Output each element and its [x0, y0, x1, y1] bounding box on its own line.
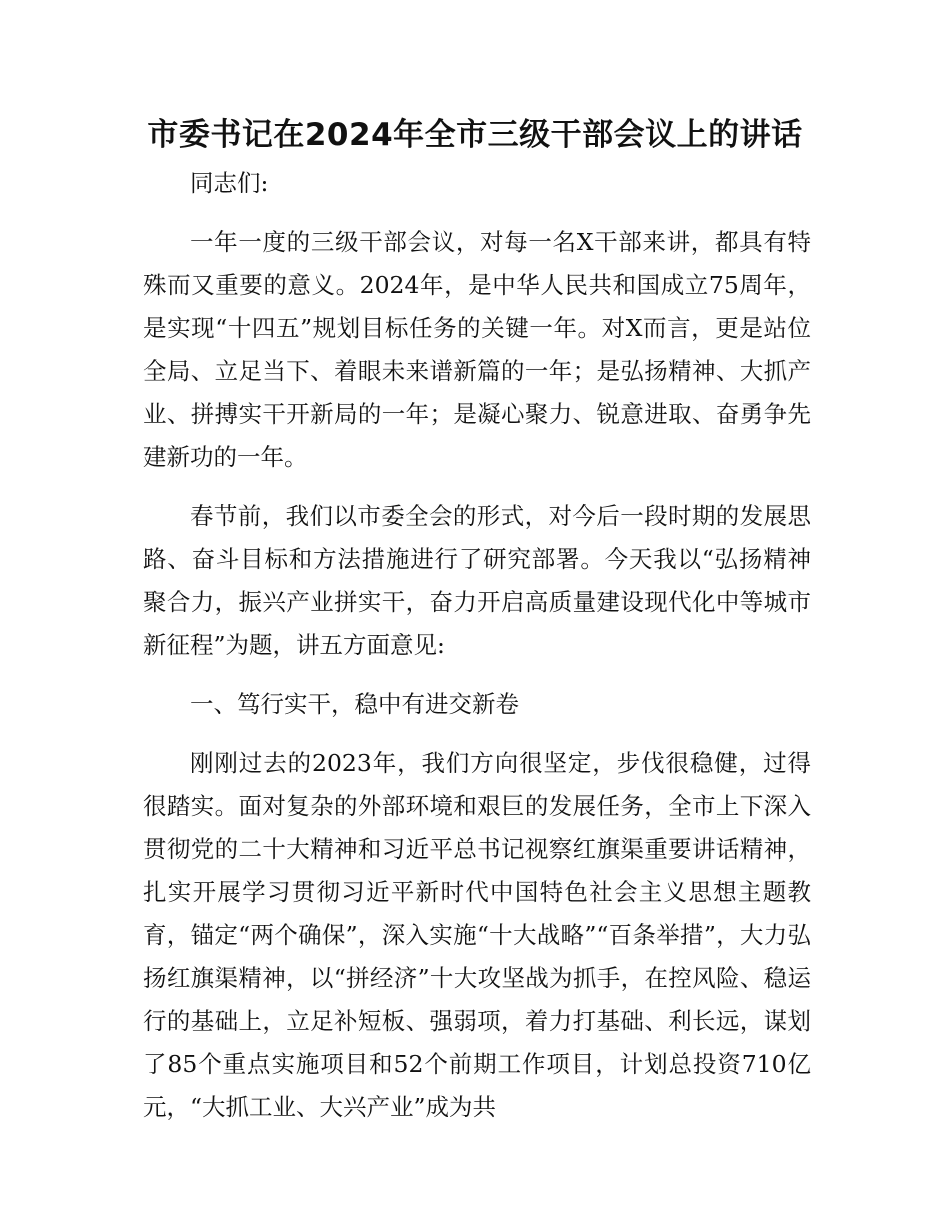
paragraph: 一年一度的三级干部会议，对每一名X干部来讲，都具有特殊而又重要的意义。2024年，是中华人民共和国成立75周年，是实现“十四五”规划目标任务的关键一年。对X而言，更是站位全局、立足当下、着眼未来谱新篇的一年；是弘扬精神、大抓产业、拼搏实干开新局的一年；是凝心聚力、锐意进取、奋勇争先建新功的一年。 — [143, 228, 811, 471]
document-body — [143, 162, 811, 1145]
paragraph: 春节前，我们以市委全会的形式，对今后一段时期的发展思路、奋斗目标和方法措施进行了研究部署。今天我以“弘扬精神聚合力，振兴产业拼实干，奋力开启高质量建设现代化中等城市新征程”为题，讲五方面意见: — [143, 502, 811, 659]
document-title: 市委书记在2024年全市三级干部会议上的讲话 — [147, 117, 803, 153]
section-heading: 一、笃行实干，稳中有进交新卷 — [190, 690, 519, 718]
greeting: 同志们: — [190, 169, 269, 197]
paragraph: 刚刚过去的2023年，我们方向很坚定，步伐很稳健，过得很踏实。面对复杂的外部环境和艰巨的发展任务，全市上下深入贯彻党的二十大精神和习近平总书记视察红旗渠重要讲话精神，扎实开展学习贯彻习近平新时代中国特色社会主义思想主题教育，锚定“两个确保”，深入实施“十大战略”“百条举措”，大力弘扬红旗渠精神，以“拼经济”十大攻坚战为抓手，在控风险、稳运行的基础上，立足补短板、强弱项，着力打基础、利长远，谋划了85个重点实施项目和52个前期工作项目，计划总投资710亿元，“大抓工业、大兴产业”成为共 — [143, 749, 811, 1121]
